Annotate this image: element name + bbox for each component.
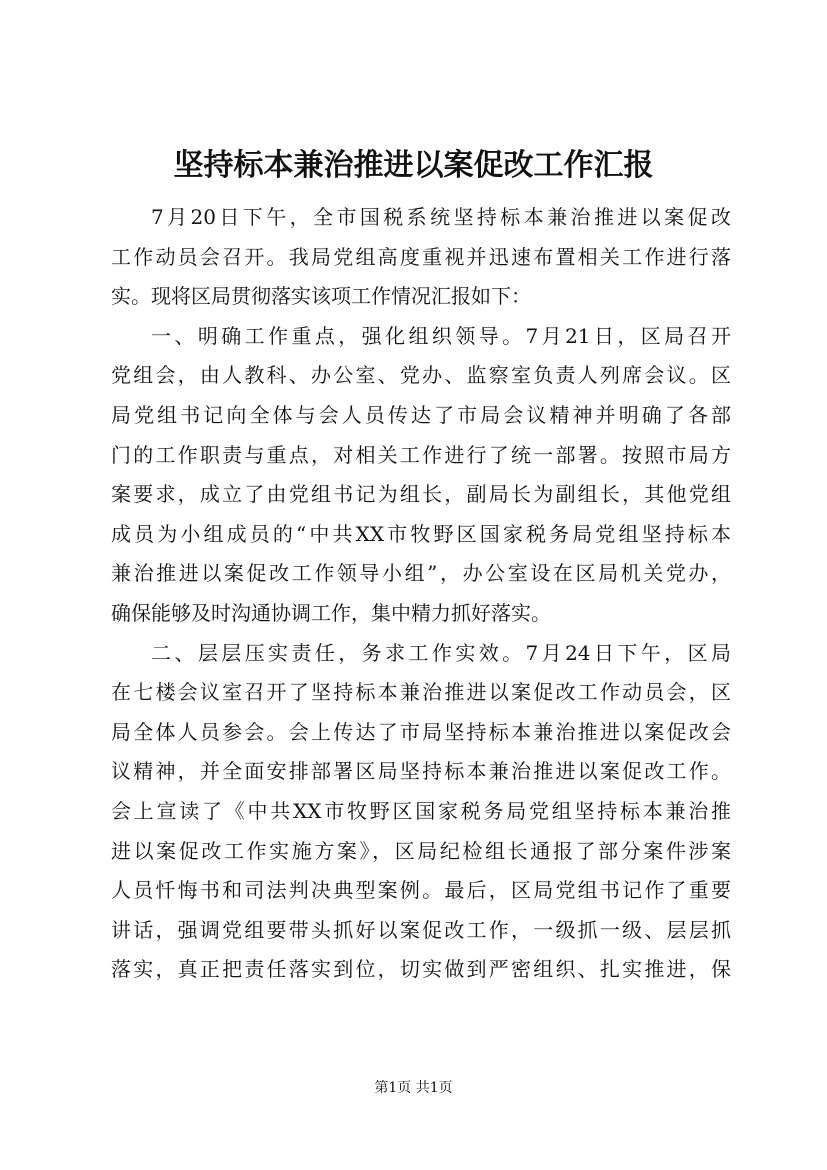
paragraph-line: 议精神，并全面安排部署区局坚持标本兼治推进以案促改工作。	[111, 759, 731, 784]
paragraph-line: 局党组书记向全体与会人员传达了市局会议精神并明确了各部	[111, 402, 731, 427]
paragraph-line: 党组会，由人教科、办公室、党办、监察室负责人列席会议。区	[111, 363, 731, 388]
paragraph-line: 门的工作职责与重点，对相关工作进行了统一部署。按照市局方	[111, 442, 731, 467]
paragraph-line: 会上宣读了《中共XX市牧野区国家税务局党组坚持标本兼治推	[111, 798, 731, 823]
paragraph-line: 确保能够及时沟通协调工作，集中精力抓好落实。	[111, 600, 551, 625]
paragraph-line: 讲话，强调党组要带头抓好以案促改工作，一级抓一级、层层抓	[111, 917, 731, 942]
paragraph-line: 在七楼会议室召开了坚持标本兼治推进以案促改工作动员会，区	[111, 680, 731, 705]
paragraph-line: 进以案促改工作实施方案》，区局纪检组长通报了部分案件涉案	[111, 838, 731, 863]
paragraph-line: 兼治推进以案促改工作领导小组”，办公室设在区局机关党办，	[111, 561, 731, 586]
paragraph-line: 7月20日下午，全市国税系统坚持标本兼治推进以案促改	[151, 205, 731, 229]
paragraph-line: 落实，真正把责任落实到位，切实做到严密组织、扎实推进，保	[111, 957, 731, 982]
paragraph-line: 工作动员会召开。我局党组高度重视并迅速布置相关工作进行落	[111, 244, 731, 269]
document-title: 坚持标本兼治推进以案促改工作汇报	[173, 148, 654, 183]
paragraph-line: 实。现将区局贯彻落实该项工作情况汇报如下：	[111, 284, 531, 309]
paragraph-line: 局全体人员参会。会上传达了市局坚持标本兼治推进以案促改会	[111, 719, 731, 744]
paragraph-line: 二、层层压实责任，务求工作实效。7月24日下午，区局	[151, 640, 731, 665]
document-body	[111, 198, 731, 990]
paragraph-line: 成员为小组成员的“中共XX市牧野区国家税务局党组坚持标本	[111, 521, 731, 546]
paragraph-line: 人员忏悔书和司法判决典型案例。最后，区局党组书记作了重要	[111, 878, 731, 903]
paragraph-line: 案要求，成立了由党组书记为组长，副局长为副组长，其他党组	[111, 482, 731, 507]
paragraph-line: 一、明确工作重点，强化组织领导。7月21日，区局召开	[151, 323, 731, 348]
page-number-footer: 第1页 共1页	[374, 1080, 453, 1096]
